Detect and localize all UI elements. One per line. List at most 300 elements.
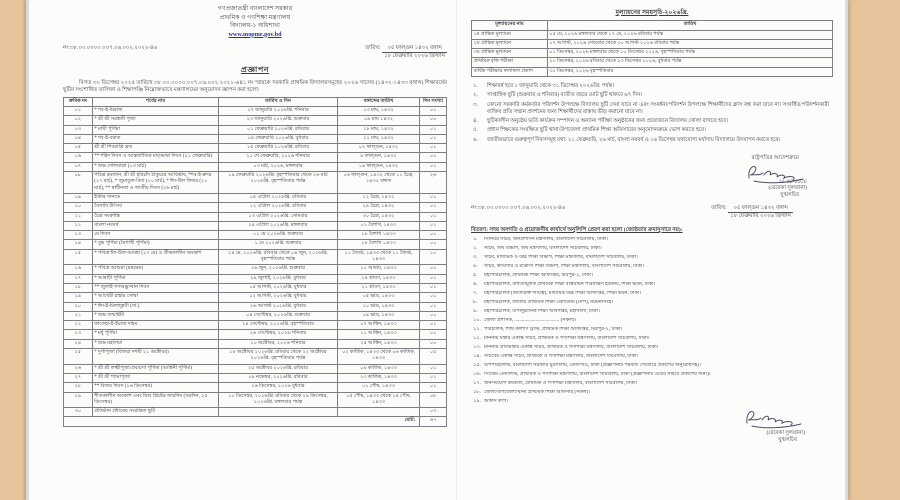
distribution-item (471, 273, 833, 279)
holiday-cell-date: ২৬ আগস্ট ২০২৬খ্রি. বুধবার (219, 302, 338, 311)
holiday-row (64, 116, 447, 125)
memo-number: নং:৩৮.০০.০০০০.০০৭.০৬.০০২.২০২২-৪৬ (63, 45, 158, 51)
by-order-text: রাষ্ট্রপতির আদেশক্রমে (751, 154, 799, 161)
holiday-cell-date: ০৩ মার্চ, ২০২৬, মঙ্গলবার (219, 162, 338, 171)
distribution-item-number: ৬. (473, 282, 478, 288)
holiday-cell-name: * আখেরী চাহার সোম্বা (92, 293, 218, 302)
evaluation-cell-date: ১৭ আগস্ট, ২০২৬ সোমবার থেকে ৩০ আগস্ট ২০২৬ রবিবার পর্যন্ত (547, 39, 832, 48)
holiday-cell-days: ০০ (420, 339, 447, 348)
distribution-item-number: ১৬. (473, 372, 481, 378)
holiday-row (64, 293, 447, 302)
holiday-cell-bangla-date: ৩০ চৈত্র, ১৪৩২ (337, 212, 419, 221)
holiday-row (64, 221, 447, 230)
holiday-cell-date: ২১ শে ফেব্রুয়ারি, ২০২৬ শনিবার (219, 153, 338, 162)
holiday-cell-days: ০১ (420, 321, 447, 330)
date-label: তারিখ: (365, 45, 381, 51)
holiday-row (64, 311, 447, 320)
holiday-cell-bangla-date: ২২ চৈত্র, ১৪৩২ (337, 193, 419, 202)
note-item-text: জাতীয়ভাবে গুরুত্বপূর্ণ দিবসসমূহ যথা: ২১ ফেব্রুয়ারি, ২৬ মার্চ, বাংলা নববর্ষ ও ১৬ ডিসেম্বর যথাযোগ্য মর্যাদায় বিদ্যালয়ে উদযাপন করতে হবে। (487, 136, 781, 143)
holiday-cell-date: ১৮ অক্টোবর ২০২৬খ্রি. রবিবার থেকে ২২ অক্টোবর ২০২৬খ্রি. বৃহস্পতিবার পর্যন্ত (219, 349, 338, 365)
note-item-number: ২. (473, 92, 478, 99)
holiday-cell-name: * শ্রী শ্রী সরস্বতী পূজা (92, 116, 218, 125)
distribution-item-text: মহাপরিচালক, বাধ্যতামূলক প্রাথমিক শিক্ষা বাস্তবায়ন পরিবীক্ষণ ইউনিট, শিক্ষা ভবন, ঢাকা। (484, 282, 656, 288)
holiday-cell-serial: ১৯ (64, 293, 93, 302)
evaluation-cell-date: ২০ ডিসেম্বর, ২০২৬ রবিবার থেকে ২৩ ডিসেম্বর ২০২৬, বুধবার পর্যন্ত (547, 58, 832, 67)
holiday-cell-days: ০০ (420, 311, 447, 320)
holiday-row (64, 240, 447, 249)
holiday-cell-bangla-date: ০৯ ভাদ্র, ১৪৩৩ (337, 311, 419, 320)
distribution-item-number: ১. (473, 237, 478, 243)
holiday-table (63, 97, 447, 427)
holiday-cell-date: ১২ এপ্রিল ২০২৬খ্রি. রবিবার (219, 203, 338, 212)
holiday-cell-days: ০১ (420, 193, 447, 202)
holiday-total-row (64, 417, 447, 426)
holiday-cell-date: ২৪ সেপ্টেম্বর, ২০২৬খ্রি. বৃহস্পতিবার (219, 321, 338, 330)
holiday-cell-days: ০১ (420, 125, 447, 134)
distribution-item (471, 363, 833, 369)
holiday-cell-serial: ২৮ (64, 383, 93, 392)
holiday-cell-days: ০১ (420, 274, 447, 283)
holiday-cell-bangla-date: ২৯ চৈত্র, ১৪৩২ (337, 203, 419, 212)
memo-number: নং:৩৮.০০.০০০০.০০৭.০৬.০০২.২০২২-৪৬ (471, 204, 566, 211)
holiday-cell-serial: ০৫ (64, 144, 93, 153)
signature-block-bottom (471, 408, 805, 444)
holiday-cell-days: ০৮ (420, 392, 447, 408)
holiday-cell-name: * শ্রী শ্রী লক্ষ্মীপূজা/প্রবারণা পূর্ণিমা (আশ্বিনী পূর্ণিমা) (92, 364, 218, 373)
evaluation-cell-name: বার্ষিক পরীক্ষার ফলাফল প্রকাশ (472, 67, 548, 76)
page-2 (456, 0, 848, 500)
holiday-cell-name: * শুভ দোলযাত্রা (০৩ মার্চ) (92, 162, 218, 171)
evaluation-cell-name: ১ম প্রান্তিক মূল্যায়ন (472, 30, 548, 39)
holiday-row (64, 107, 447, 116)
holiday-cell-bangla-date: ০৯ মাঘ ১৪৩২ (337, 116, 419, 125)
holiday-total-label: মোট: (64, 417, 420, 426)
holiday-header-cell: বঙ্গাব্দের তারিখ (337, 97, 419, 107)
holiday-cell-name: ** শহিদ দিবস ও আন্তর্জাতিক মাতৃভাষা দিবস (২১ ফেব্রুয়ারি) (92, 153, 218, 162)
note-item (471, 118, 833, 125)
holiday-cell-date (219, 408, 338, 417)
evaluation-row (472, 58, 833, 67)
holiday-cell-bangla-date: ০৬ ফাল্গুন, ১৪৩২ থেকে ১২ চৈত্র, ১৪৩২ বঙ্গাব্দ (337, 172, 419, 194)
evaluation-table-body (472, 30, 833, 76)
distribution-item-number: ১৪. (473, 354, 481, 360)
holiday-cell-name: ইস্টার সানডে (92, 193, 218, 202)
holiday-cell-bangla-date: ০২ ফাল্গুন, ১৪৩২ (337, 144, 419, 153)
date-gregorian: ১৮ ফেব্রুয়ারি ২০২৬ খ্রিস্টাব্দ (384, 53, 445, 59)
distribution-item (471, 246, 833, 252)
holiday-cell-days: ০১ (420, 364, 447, 373)
holiday-cell-days: ০১ (420, 383, 447, 392)
holiday-row (64, 172, 447, 194)
holiday-cell-bangla-date: ০৭ আশ্বিন, ১৪৩৩ (337, 321, 419, 330)
evaluation-table (471, 20, 833, 77)
signatory-designation: যুগ্মসচিব (778, 437, 797, 444)
holiday-cell-bangla-date: ৮ ফাল্গুন, ১৪৩২ (337, 153, 419, 162)
holiday-cell-date: ১৯ ফেব্রুয়ারি ২০২৬খ্রি. বৃহস্পতিবার থেকে ২৬ মার্চ ২০২৬খ্রি. বৃহস্পতিবার পর্যন্ত (219, 172, 338, 194)
holiday-cell-days: ০১ (420, 134, 447, 143)
holiday-cell-bangla-date: ০৫ পৌষ, ১৪৩৩ থেকে ১৪ পৌষ, ১৪৩৩ (337, 392, 419, 408)
holiday-cell-date: ১২ আগস্ট, ২০২৬খ্রি. বুধবার (219, 293, 338, 302)
distribution-item-text: জেলা/উপজেলা/থানা প্রাথমিক শিক্ষা অফিসার (সকল)। (484, 390, 591, 396)
holiday-cell-date: ০৫ আগস্ট, ২০২৬খ্রি. বুধবার (219, 283, 338, 292)
distribution-item-number: ১৩. (473, 345, 481, 351)
holiday-cell-name: * শব-ই-বরাত (92, 134, 218, 143)
holiday-cell-date: ০৫ এপ্রিল ২০২৬খ্রি. রবিবার (219, 193, 338, 202)
holiday-cell-serial: ০৪ (64, 134, 93, 143)
holiday-row (64, 144, 447, 153)
website-url: www.mopme.gov.bd (228, 30, 282, 38)
note-item-text: কোনো সরকারি কর্মকর্তার পরিদর্শন উপলক্ষে বিদ্যালয় ছুটি দেয়া যাবে না এবং সংবর্ধনা/পরিদর্শন উপলক্ষে শিক্ষার্থীদের ক্লাস বন্ধ করা যাবে না। সংবর্ধিত/পরিদর্শনকারী ব্যক্তির প্রতি সম্মান প্রদর্শনের জন্য শিক্ষার্থীদের রাস্তায় ভীড় করানো যাবে না। (487, 101, 829, 115)
evaluation-cell-name: ৩য় প্রান্তিক মূল্যায়ন (472, 49, 548, 58)
holiday-cell-days: ০০ (420, 107, 447, 116)
holiday-cell-days: ১০ (420, 249, 447, 265)
distribution-item-text: সচিবের একান্ত সচিব, প্রাথমিক ও গণশিক্ষা মন্ত্রণালয়, বাংলাদেশ সচিবালয়, ঢাকা। (484, 354, 639, 360)
evaluation-table-head (472, 21, 833, 31)
date-block (711, 205, 793, 220)
distribution-item (471, 291, 833, 297)
distribution-list (471, 237, 833, 405)
holiday-cell-serial: ২৯ (64, 392, 93, 408)
holiday-cell-serial: ১২ (64, 221, 93, 230)
holiday-cell-bangla-date: ১২ আষাঢ়, ১৪৩৩ (337, 265, 419, 274)
distribution-item-text: অফিস কপি। (484, 399, 509, 405)
holiday-cell-serial: ১৬ (64, 265, 93, 274)
note-item-text: সাপ্তাহিক ছুটি (শুক্রবার ও শনিবার) ব্যতীত বছরে মোট ছুটি থাকবে ৬৭ দিন। (487, 92, 643, 99)
holiday-row (64, 265, 447, 274)
distribution-item-text: জনসংযোগ কর্মকর্তা, প্রাথমিক ও গণশিক্ষা মন্ত্রণালয়, বাংলাদেশ সচিবালয়, ঢাকা। (484, 381, 638, 387)
holiday-cell-name: ফাতেহা-ই-ইয়াজ দাহম (92, 321, 218, 330)
holiday-row (64, 231, 447, 240)
date-bangla: ০৫ ফাল্গুন ১৪৩২ বঙ্গাব্দ (382, 45, 447, 53)
holiday-cell-date: ১০ অক্টোবর, ২০২৬ শনিবার (219, 339, 338, 348)
holiday-cell-days: ২৬ (420, 172, 447, 194)
distribution-item-text: সিনিয়র সচিব, জনপ্রশাসন মন্ত্রণালয়, বাংলাদেশ সচিবালয়, ঢাকা। (484, 237, 609, 243)
holiday-row (64, 392, 447, 408)
holiday-row (64, 125, 447, 134)
evaluation-row (472, 67, 833, 76)
date-block (365, 45, 447, 60)
holiday-cell-days: ০১ (420, 162, 447, 171)
holiday-cell-bangla-date: ২৫ আশ্বিন, ১৪৩৩ (337, 339, 419, 348)
note-item-text: শিক্ষাবর্ষ হবে ১ জানুয়ারি থেকে ৩১ ডিসেম্বর ২০২৬খ্রি: পর্যন্ত। (487, 82, 615, 89)
distribution-item-number: ১৮. (473, 390, 481, 396)
holiday-row (64, 134, 447, 143)
distribution-item-number: ১৭. (473, 381, 481, 387)
distribution-item-number: ১৫. (473, 363, 481, 369)
holiday-cell-name: ** বিজয় দিবস (১৬ ডিসেম্বর) (92, 383, 218, 392)
holiday-header-cell: দিন সংখ্যা (420, 97, 447, 107)
holiday-cell-bangla-date: ০৫ ভাদ্র, ১৪৩৩ (337, 293, 419, 302)
holiday-row (64, 339, 447, 348)
holiday-cell-bangla-date: ০৯ কার্তিক, ১৪৩৩ (337, 364, 419, 373)
holiday-row (64, 408, 447, 417)
holiday-cell-bangla-date: ০৩ মাঘ, ১৪৩২ (337, 107, 419, 116)
distribution-item-number: ১০. (473, 318, 481, 324)
distribution-item-text: মহাপরিচালক, জাতীয় প্রাথমিক শিক্ষা একাডেমি (নেপ), ময়মনসিংহ। (484, 300, 614, 306)
holiday-cell-name: মে দিবস (92, 231, 218, 240)
holiday-cell-bangla-date: ১৯ ফাল্গুন, ১৪৩২ (337, 162, 419, 171)
holiday-table-body (64, 107, 447, 427)
holiday-cell-date: ১৭ জানুয়ারি ২০২৬খ্রি. শনিবার (219, 107, 338, 116)
holiday-cell-days: ০১ (420, 283, 447, 292)
note-item-text: ছুটিকালীন অনুষ্ঠেয় ভর্তি কার্যক্রম সম্পাদন ও অন্যান্য পরীক্ষা অনুষ্ঠানের জন্য প্রয়োজনে বিদ্যালয় খোলা রাখতে হবে। (487, 117, 729, 124)
holiday-cell-date: ১৪ এপ্রিল ২০২৬খ্রি. মঙ্গলবার (219, 221, 338, 230)
holiday-cell-days: ০১ (420, 373, 447, 382)
memo-date-row-2 (471, 205, 833, 220)
holiday-cell-name: প্রতিষ্ঠান প্রধানের সংরক্ষিত ছুটি (92, 408, 218, 417)
holiday-cell-name: চৈত্র সংক্রান্তি (92, 212, 218, 221)
holiday-cell-days: ০০ (420, 231, 447, 240)
evaluation-cell-name: প্রাথমিক বৃত্তি পরীক্ষা (472, 58, 548, 67)
distribution-item (471, 282, 833, 288)
distribution-item-number: ২. (473, 246, 478, 252)
holiday-header-cell: ক্রমিক নং (64, 97, 93, 107)
holiday-row (64, 153, 447, 162)
distribution-item (471, 381, 833, 387)
distribution-item-text: জেলা প্রশাসক, .................................... (সকল)। (484, 318, 577, 324)
holiday-cell-days: ০১ (420, 144, 447, 153)
government-name: গণপ্রজাতন্ত্রী বাংলাদেশ সরকার (217, 5, 293, 12)
holiday-cell-date: ০৪ ফেব্রুয়ারি ২০২৬খ্রি. বুধবার (219, 134, 338, 143)
memo-date-row (63, 45, 447, 60)
holiday-row (64, 373, 447, 382)
distribution-item-number: ১২. (473, 336, 481, 342)
distribution-item (471, 336, 833, 342)
holiday-cell-name: * মাঘী পূর্ণিমা (92, 125, 218, 134)
holiday-cell-serial: ২২ (64, 321, 93, 330)
holiday-cell-days: ০০ (420, 116, 447, 125)
date-bangla: ০৫ ফাল্গুন ১৪৩২ বঙ্গাব্দ (728, 205, 793, 213)
holiday-cell-date: ২৪ মে, ২০২৬খ্রি. রবিবার থেকে ০৪ জুন, ২০২৬খ্রি. বৃহস্পতিবার পর্যন্ত (219, 249, 338, 265)
holiday-cell-date: ০৪ সেপ্টেম্বর, ২০২৬খ্রি. শুক্রবার (219, 311, 338, 320)
note-item (471, 92, 833, 99)
evaluation-cell-date: ৩১ ডিসেম্বর, ২০২৬ বৃহস্পতিবার (547, 67, 832, 76)
evaluation-schedule-title: মূল্যায়নের সময়সূচি-২০২৬খ্রি. (615, 9, 689, 16)
holiday-row (64, 364, 447, 373)
holiday-cell-serial: ১০ (64, 203, 93, 212)
holiday-cell-days: ০১ (420, 293, 447, 302)
holiday-row (64, 193, 447, 202)
distribution-item (471, 345, 833, 351)
date-label: তারিখ: (711, 204, 727, 211)
holiday-cell-serial: ২৬ (64, 364, 93, 373)
distribution-item (471, 300, 833, 306)
date-gregorian: ১৮ ফেব্রুয়ারি ২০২৬ খ্রিস্টাব্দ (730, 212, 791, 219)
holiday-cell-days: ০১ (420, 221, 447, 230)
distribution-item-text: সচিব, কারিগরি ও মাদ্রাসা শিক্ষা বিভাগ, শিক্ষা মন্ত্রণালয়, বাংলাদেশ সচিবালয়, ঢাকা। (484, 264, 645, 270)
distribution-item-number: ৪. (473, 264, 478, 270)
distribution-item (471, 399, 833, 405)
ministry-name: প্রাথমিক ও গণশিক্ষা মন্ত্রণালয় (219, 13, 291, 21)
holiday-cell-date: ২৬ জুন, ২০২৬খ্রি. শুক্রবার (219, 265, 338, 274)
distribution-item (471, 372, 833, 378)
holiday-cell-days: ০০ (420, 330, 447, 339)
holiday-cell-name: * শ্রী শ্রী শ্যামাপূজা (92, 373, 218, 382)
holiday-row (64, 212, 447, 221)
holiday-cell-serial: ২৫ (64, 349, 93, 365)
distribution-item-number: ৫. (473, 273, 478, 279)
holiday-cell-date: ০১ মে ২০২৬খ্রি. শুক্রবার (219, 231, 338, 240)
evaluation-cell-date: ০১ ডিসেম্বর, ২০২৬ মঙ্গলবার থেকে ১০ ডিসেম্বর ২০২৬, বৃহস্পতিবার পর্যন্ত (547, 49, 832, 58)
holiday-row (64, 383, 447, 392)
evaluation-header-cell: তারিখ (547, 21, 832, 31)
holiday-cell-serial: ০১ (64, 107, 93, 116)
branch-name: বিদ্যালয়-১ অধিশাখা (230, 22, 280, 29)
distribution-item-text: উপপরিচালক, বাংলাদেশ সরকারি মুদ্রণালয়, তেজগাঁও, ঢাকা (প্রজ্ঞাপনটি পরবর্তী গেজেটে প্রকাশের অনুরোধসহ)। (484, 363, 701, 369)
holiday-cell-days: ০৫ (420, 349, 447, 365)
holiday-cell-serial: ২১ (64, 311, 93, 320)
holiday-row (64, 349, 447, 365)
holiday-table-head (64, 97, 447, 107)
holiday-cell-days: ০১ (420, 212, 447, 221)
holiday-cell-bangla-date: ০২ কার্তিক, ১৪৩৩ থেকে ০৬ কার্তিক, ১৪৩৩ (337, 349, 419, 365)
holiday-cell-serial: ২৭ (64, 373, 93, 382)
holiday-cell-bangla-date: ১৮ বৈশাখ ১৪৩৩ (337, 231, 419, 240)
holiday-cell-date: ১ মে ২০২৬খ্রি. শুক্রবার (219, 240, 338, 249)
holiday-cell-name: * পবিত্র আশুরা (মহররম) (92, 265, 218, 274)
holiday-cell-bangla-date: ১৮ বৈশাখ ১৪৩৩ (337, 240, 419, 249)
holiday-cell-date: ২৬ সেপ্টেম্বর, ২০২৬ শনিবার (219, 330, 338, 339)
holiday-cell-serial: ০২ (64, 116, 93, 125)
holiday-cell-name: শ্রী শ্রী শিবরাত্রি ব্রত (92, 144, 218, 153)
holiday-header-row (64, 97, 447, 107)
note-item (471, 102, 833, 116)
holiday-cell-serial: ০৬ (64, 153, 93, 162)
holiday-cell-name: বাংলা নববর্ষ (92, 221, 218, 230)
holiday-cell-name: * আষাঢ়ী পূর্ণিমা (92, 274, 218, 283)
distribution-item-number: ১৯. (473, 399, 481, 405)
distribution-item-number: ৭. (473, 291, 478, 297)
distribution-item (471, 390, 833, 396)
holiday-cell-bangla-date: ০১ বৈশাখ, ১৪৩৩ (337, 221, 419, 230)
holiday-cell-days: ০০ (420, 240, 447, 249)
holiday-cell-bangla-date: ১০ জ্যৈষ্ঠ, ১৪৩৩ থেকে ২১ জ্যৈষ্ঠ, ১৪৩৩ (337, 249, 419, 265)
holiday-row (64, 302, 447, 311)
holiday-cell-name: * মধু পূর্ণিমা (92, 330, 218, 339)
note-item-text: প্রধান শিক্ষকের সংরক্ষিত ছুটি থানা/উপজেলা প্রাথমিক শিক্ষা অফিসারের অনুমোদনক্রমে ভোগ করতে হবে। (487, 127, 706, 134)
holiday-cell-name: * শব-ই-মিরাজ (92, 107, 218, 116)
holiday-cell-name: * দুর্গাপূজা (বিজয়া দশমী ২১ অক্টোবর) (92, 349, 218, 365)
signatory-name: (রেবেকা সুলতানা) (766, 430, 805, 437)
instruction-notes-list (471, 83, 833, 144)
holiday-cell-date: ০৮ নভেম্বর, ২০২৬খ্রি. রবিবার (219, 373, 338, 382)
distribution-item-text: পরিচালক, শিশু কল্যাণ ট্রাস্ট, প্রাথমিক শিক্ষা অধিদপ্তর, মিরপুর-২, ঢাকা। (484, 327, 623, 333)
holiday-header-cell: তারিখ ও দিন (219, 97, 338, 107)
holiday-cell-serial: ২৩ (64, 330, 93, 339)
holiday-cell-date: ২৩ জানুয়ারি ২০২৬খ্রি. শুক্রবার (219, 116, 338, 125)
holiday-cell-name: ** জুলাই গণঅভ্যুত্থান দিবস (92, 283, 218, 292)
holiday-cell-bangla-date: ১১ আশ্বিন, ১৪৩৩ (337, 330, 419, 339)
holiday-cell-days: ০০ (420, 265, 447, 274)
holiday-cell-bangla-date: ২৩ কার্তিক, ১৪৩৩ (337, 373, 419, 382)
evaluation-header-row (472, 21, 833, 31)
page-title: প্রজ্ঞাপন (240, 64, 270, 74)
distribution-item (471, 318, 833, 324)
signatory-designation: যুগ্মসচিব (780, 191, 799, 198)
holiday-cell-name: পবিত্র রমজান, শ্রী শ্রী হরিচাঁদ ঠাকুরের আবির্ভাব, *শব-ই-ক্বদর (১৭ মার্চ), * জুমাতুল-বিদা (২০ মার্চ), * ঈদ-উল ফিতর (২১ মার্চ), ** স্বাধীনতা ও জাতীয় দিবস (২৬ মার্চ) (92, 172, 218, 194)
note-item-number: ৩. (473, 101, 478, 108)
holiday-cell-serial: ২০ (64, 302, 93, 311)
letterhead (63, 5, 447, 39)
holiday-cell-date: ২০ ডিসেম্বর, ২০২৬খ্রি. রবিবার থেকে ২৯ ডিসেম্বর, ২০২৬খ্রি. মঙ্গলবার পর্যন্ত (219, 392, 338, 408)
note-item-number: ৫. (473, 127, 478, 134)
holiday-row (64, 274, 447, 283)
date-fraction (728, 205, 793, 220)
holiday-row (64, 321, 447, 330)
holiday-cell-serial: ১৭ (64, 274, 93, 283)
note-item-number: ১. (473, 82, 478, 89)
holiday-cell-name: * ঈদ-ই-মিলাদুন্নবী (সা.) (92, 302, 218, 311)
holiday-cell-days: ০১ (420, 203, 447, 212)
distribution-item (471, 309, 833, 315)
distribution-item-number: ৮. (473, 300, 478, 306)
holiday-total-value: ৬৭ (420, 417, 447, 426)
distribution-item-text: মহাপরিচালক, প্রাথমিক শিক্ষা অধিদপ্তর, মিরপুর-২, ঢাকা। (484, 273, 593, 279)
holiday-cell-serial: ০৭ (64, 162, 93, 171)
note-item (471, 83, 833, 90)
holiday-cell-name: * শুভ জন্মাষ্টমী (92, 311, 218, 320)
handwritten-date: 21-02-2026 (778, 179, 807, 185)
note-item-number: ৪. (473, 117, 478, 124)
distribution-item-text: মহাপরিচালক (অতিরিক্ত দায়িত্ব), মাধ্যমিক উচ্চ শিক্ষা অধিদপ্তর, শিক্ষা ভবন, ঢাকা। (484, 291, 642, 297)
distribution-item-text: সচিব, অর্থ বিভাগ, অর্থ মন্ত্রণালয়, বাংলাদেশ সচিবালয়, ঢাকা। (484, 246, 602, 252)
distribution-item (471, 327, 833, 333)
holiday-cell-date: ১৬ ডিসেম্বর, ২০২৬ বুধবার (219, 383, 338, 392)
holiday-cell-bangla-date: ২২ মাঘ, ১৪৩২ (337, 134, 419, 143)
distribution-item (471, 354, 833, 360)
holiday-cell-bangla-date: ১৪ শ্রাবণ, ১৪৩৩ (337, 274, 419, 283)
date-fraction (382, 45, 447, 60)
intro-paragraph: বিগত ৩০ ডিসেম্বর ২০২৫ তারিখে ৩৮.০০.০০০০.০০৭.০৬.০০২.২০২১-৬৪১ নং স্মারকে সরকারি প্রাথমিক বিদ্যালয়সমূহের ২০২৬ সালের (১৪৩২-১৪৩৩ বঙ্গাব্দ) শিক্ষাবর্ষের ছুটির সংশোধিত তালিকা ও শিক্ষাপঞ্জি নিম্নোক্তভাবে মন্ত্রণালয়ের অনুমোদন জ্ঞাপন করা হলো: (63, 79, 447, 93)
holiday-cell-serial: ২৪ (64, 339, 93, 348)
holiday-header-cell: পর্বের নাম (92, 97, 218, 107)
holiday-cell-name: * শুভ মহালয়া (92, 339, 218, 348)
signature-scribble-icon (743, 408, 805, 430)
signatory-name: (রেবেকা সুলতানা) (768, 184, 807, 191)
holiday-cell-days: ০৩ (420, 408, 447, 417)
distribution-item (471, 237, 833, 243)
evaluation-row (472, 30, 833, 39)
holiday-cell-name: বৈসাবি উৎসব (92, 203, 218, 212)
holiday-cell-serial: ০৮ (64, 172, 93, 194)
holiday-cell-date: ১৩ এপ্রিল ২০২৬খ্রি. সোমবার (219, 212, 338, 221)
distribution-item (471, 264, 833, 270)
holiday-cell-name: * পবিত্র ঈদ-উল-আযহা (২৭ মে) ও গ্রীষ্মকালীন অবকাশ (92, 249, 218, 265)
holiday-cell-bangla-date: ১৮ মাঘ, ১৪৩২ (337, 125, 419, 134)
evaluation-cell-name: ২য় প্রান্তিক মূল্যায়ন (472, 39, 548, 48)
evaluation-row (472, 49, 833, 58)
note-item-number: ৬. (473, 136, 478, 143)
holiday-cell-bangla-date: ২১ শ্রাবণ, ১৪৩৩ (337, 283, 419, 292)
evaluation-header-cell: মূল্যায়নের নাম (472, 21, 548, 31)
distribution-item-text: মাননীয় প্রতিমন্ত্রীর একান্ত সচিব, প্রাথমিক ও গণশিক্ষা মন্ত্রণালয়, বাংলাদেশ সচিবালয়, ঢাকা। (484, 345, 659, 351)
holiday-cell-name: * বুদ্ধ পূর্ণিমা (বৈশাখী পূর্ণিমা) (92, 240, 218, 249)
holiday-cell-bangla-date: ০১ পৌষ, ১৪৩৩ (337, 383, 419, 392)
holiday-cell-days: ০০ (420, 153, 447, 162)
note-item (471, 137, 833, 144)
holiday-cell-serial: ১৮ (64, 283, 93, 292)
evaluation-cell-date: ০৫ মে, ২০২৬ মঙ্গলবার থেকে ১৭ মে, ২০২৬ রবিবার পর্যন্ত (547, 30, 832, 39)
holiday-cell-serial: ০৩ (64, 125, 93, 134)
holiday-cell-date: ০১ ফেব্রুয়ারি ২০২৬খ্রি. রবিবার (219, 125, 338, 134)
distribution-item-number: ৯. (473, 309, 478, 315)
holiday-row (64, 162, 447, 171)
distribution-item-number: ১১. (473, 327, 481, 333)
holiday-row (64, 330, 447, 339)
holiday-cell-serial: ১৪ (64, 240, 93, 249)
holiday-row (64, 249, 447, 265)
holiday-cell-serial: ১৩ (64, 231, 93, 240)
